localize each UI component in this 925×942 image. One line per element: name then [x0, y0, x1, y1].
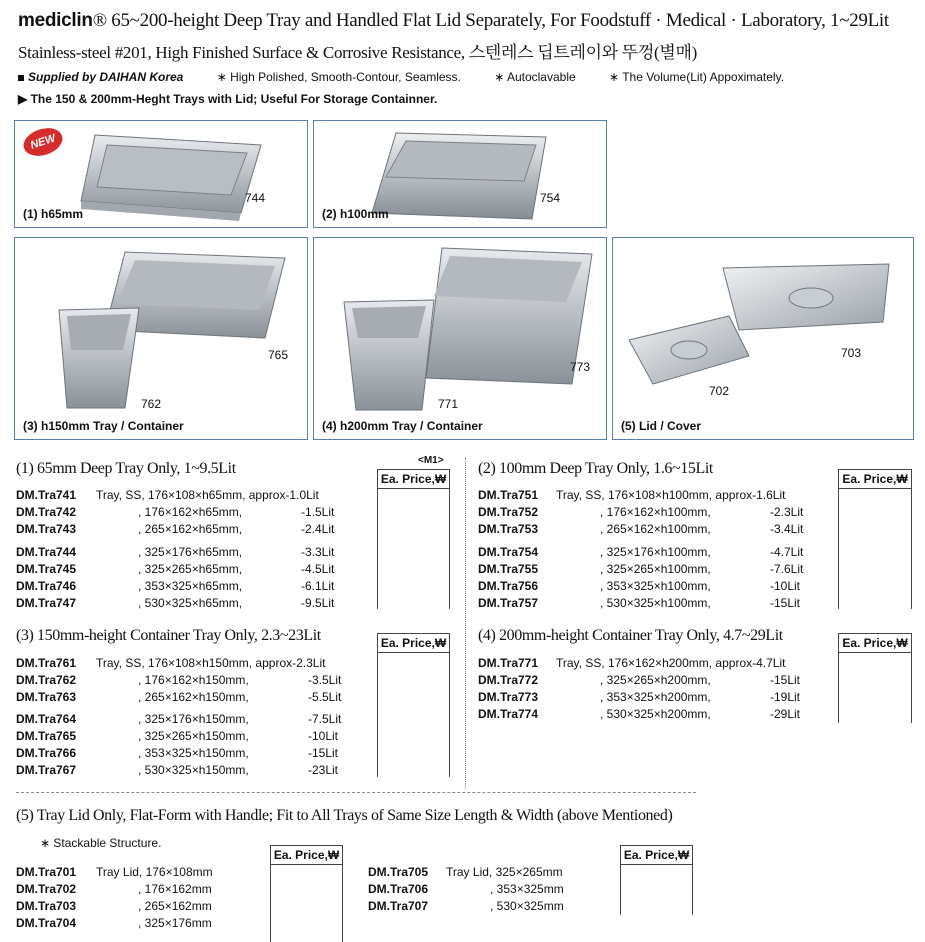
photo-caption: (5) Lid / Cover	[621, 419, 702, 433]
product-description: , 176×162×h100mm,	[600, 505, 711, 519]
column-divider	[465, 458, 466, 788]
section-heading-150mm: (3) 150mm-height Container Tray Only, 2.3~23Lit	[16, 627, 321, 644]
product-row	[16, 689, 376, 705]
product-description: , 325×265×h65mm,	[138, 562, 243, 576]
photo-caption: (3) h150mm Tray / Container	[23, 419, 184, 433]
price-header: Ea. Price,₩	[838, 469, 912, 489]
product-description: , 265×162×h100mm,	[600, 522, 711, 536]
product-description: , 325×176×h100mm,	[600, 545, 711, 559]
product-row	[16, 504, 376, 520]
feature-note: ∗ High Polished, Smooth-Contour, Seamless.	[216, 70, 461, 84]
product-description: Tray, SS, 176×108×h65mm, approx-1.0Lit	[96, 488, 319, 502]
product-description: , 176×162mm	[138, 882, 212, 896]
product-row	[478, 706, 838, 722]
product-volume: -10Lit	[308, 729, 339, 743]
product-code: DM.Tra751	[478, 488, 539, 502]
product-row	[16, 728, 376, 744]
product-row	[16, 521, 376, 537]
price-column	[838, 489, 912, 609]
product-description: , 176×162×h150mm,	[138, 673, 249, 687]
product-description: , 353×325mm	[490, 882, 564, 896]
product-description: , 325×265×h200mm,	[600, 673, 711, 687]
item-code-label: 703	[841, 346, 862, 360]
product-volume: -15Lit	[308, 746, 339, 760]
price-column	[838, 653, 912, 723]
photo-tray-h100	[313, 120, 607, 228]
product-code: DM.Tra746	[16, 579, 77, 593]
item-code-label: 773	[570, 360, 591, 374]
product-code: DM.Tra752	[478, 505, 539, 519]
page-subtitle: Stainless-steel #201, High Finished Surface & Corrosive Resistance, 스텐레스 딥트레이와 뚜껑(별매)	[18, 43, 698, 62]
photo-lid-cover	[612, 237, 914, 440]
product-code: DM.Tra753	[478, 522, 539, 536]
price-header: Ea. Price,₩	[620, 845, 693, 865]
product-description: Tray Lid, 325×265mm	[446, 865, 563, 879]
product-code: DM.Tra707	[368, 899, 429, 913]
title-text: ® 65~200-height Deep Tray and Handled Flat Lid Separately, For Foodstuff · Medical · Laboratory, 1~29Lit	[92, 10, 889, 31]
product-code: DM.Tra764	[16, 712, 77, 726]
product-code: DM.Tra706	[368, 882, 429, 896]
product-description: , 530×325×h65mm,	[138, 596, 243, 610]
product-description: Tray, SS, 176×108×h100mm, approx-1.6Lit	[556, 488, 786, 502]
product-description: , 530×325×h200mm,	[600, 707, 711, 721]
price-header: Ea. Price,₩	[270, 845, 343, 865]
product-row	[16, 881, 376, 897]
product-description: , 325×176×h150mm,	[138, 712, 249, 726]
price-header: Ea. Price,₩	[377, 633, 450, 653]
item-code-label: 754	[540, 191, 561, 205]
product-code: DM.Tra757	[478, 596, 539, 610]
product-row	[16, 915, 376, 931]
product-code: DM.Tra762	[16, 673, 77, 687]
section-divider	[16, 792, 696, 793]
price-header: Ea. Price,₩	[838, 633, 912, 653]
product-volume: -29Lit	[770, 707, 801, 721]
product-volume: -4.7Lit	[770, 545, 804, 559]
product-row	[368, 864, 728, 880]
product-volume: -10Lit	[770, 579, 801, 593]
product-row	[478, 561, 838, 577]
section-heading-100mm: (2) 100mm Deep Tray Only, 1.6~15Lit	[478, 460, 713, 477]
photo-container-h200	[313, 237, 607, 440]
price-column	[377, 489, 450, 609]
product-volume: -4.5Lit	[301, 562, 335, 576]
product-row	[16, 672, 376, 688]
product-volume: -15Lit	[770, 673, 801, 687]
product-code: DM.Tra767	[16, 763, 77, 777]
product-description: , 325×176×h65mm,	[138, 545, 243, 559]
product-code: DM.Tra741	[16, 488, 77, 502]
product-volume: -7.5Lit	[308, 712, 342, 726]
product-description: , 265×162×h150mm,	[138, 690, 249, 704]
section-heading-200mm: (4) 200mm-height Container Tray Only, 4.7~29Lit	[478, 627, 783, 644]
product-code: DM.Tra755	[478, 562, 539, 576]
product-description: , 353×325×h150mm,	[138, 746, 249, 760]
product-row	[478, 521, 838, 537]
product-description: , 325×265×h100mm,	[600, 562, 711, 576]
container-image	[15, 238, 309, 441]
product-description: , 325×176mm	[138, 916, 212, 930]
product-code: DM.Tra766	[16, 746, 77, 760]
photo-container-h150	[14, 237, 308, 440]
section-heading-65mm: (1) 65mm Deep Tray Only, 1~9.5Lit	[16, 460, 236, 477]
product-row	[478, 655, 838, 671]
product-row	[478, 689, 838, 705]
stackable-note: ∗ Stackable Structure.	[40, 836, 162, 850]
item-code-label: 744	[245, 191, 266, 205]
product-row	[16, 595, 376, 611]
product-code: DM.Tra773	[478, 690, 539, 704]
price-column	[377, 653, 450, 777]
photo-tray-h65	[14, 120, 308, 228]
product-code: DM.Tra745	[16, 562, 77, 576]
price-header: Ea. Price,₩	[377, 469, 450, 489]
product-code: DM.Tra744	[16, 545, 77, 559]
product-volume: -15Lit	[770, 596, 801, 610]
product-row	[16, 711, 376, 727]
product-description: , 265×162×h65mm,	[138, 522, 243, 536]
product-row	[16, 655, 376, 671]
product-description: , 325×265×h150mm,	[138, 729, 249, 743]
product-row	[478, 487, 838, 503]
product-volume: -5.5Lit	[308, 690, 342, 704]
square-bullet-icon	[18, 75, 24, 81]
product-code: DM.Tra754	[478, 545, 539, 559]
photo-caption: (4) h200mm Tray / Container	[322, 419, 483, 433]
product-code: DM.Tra743	[16, 522, 77, 536]
supplier-note: Supplied by DAIHAN Korea	[28, 70, 184, 84]
feature-notes	[18, 70, 814, 84]
product-description: , 265×162mm	[138, 899, 212, 913]
item-code-label: 702	[709, 384, 730, 398]
product-description: , 353×325×h200mm,	[600, 690, 711, 704]
photo-caption: (2) h100mm	[322, 207, 389, 221]
feature-note: ∗ The Volume(Lit) Appoximately.	[609, 70, 785, 84]
product-description: Tray, SS, 176×108×h150mm, approx-2.3Lit	[96, 656, 326, 670]
product-description: , 176×162×h65mm,	[138, 505, 243, 519]
item-code-label: 765	[268, 348, 289, 362]
m1-marker: <M1>	[418, 455, 444, 466]
product-description: , 353×325×h65mm,	[138, 579, 243, 593]
product-row	[478, 544, 838, 560]
product-row	[16, 544, 376, 560]
photo-caption: (1) h65mm	[23, 207, 84, 221]
item-code-label: 771	[438, 397, 459, 411]
section-heading-lid: (5) Tray Lid Only, Flat-Form with Handle; Fit to All Trays of Same Size Length & Width (above Mentioned)	[16, 807, 673, 824]
product-volume: -2.4Lit	[301, 522, 335, 536]
lid-image	[613, 238, 915, 441]
product-code: DM.Tra701	[16, 865, 77, 879]
product-description: Tray, SS, 176×162×h200mm, approx-4.7Lit	[556, 656, 786, 670]
product-volume: -3.4Lit	[770, 522, 804, 536]
product-row	[478, 672, 838, 688]
product-row	[368, 881, 728, 897]
product-code: DM.Tra774	[478, 707, 539, 721]
product-code: DM.Tra771	[478, 656, 539, 670]
product-description: , 353×325×h100mm,	[600, 579, 711, 593]
storage-note: ▶ The 150 & 200mm-Heght Trays with Lid; Useful For Storage Containner.	[18, 92, 438, 106]
product-row	[16, 578, 376, 594]
product-code: DM.Tra702	[16, 882, 77, 896]
product-code: DM.Tra772	[478, 673, 539, 687]
product-row	[16, 745, 376, 761]
product-description: , 530×325×h100mm,	[600, 596, 711, 610]
product-code: DM.Tra705	[368, 865, 429, 879]
container-image	[314, 238, 608, 441]
page-title	[18, 10, 889, 32]
product-row	[368, 898, 728, 914]
product-code: DM.Tra742	[16, 505, 77, 519]
product-code: DM.Tra703	[16, 899, 77, 913]
product-code: DM.Tra765	[16, 729, 77, 743]
product-volume: -6.1Lit	[301, 579, 335, 593]
product-code: DM.Tra756	[478, 579, 539, 593]
product-code: DM.Tra747	[16, 596, 77, 610]
brand-name: mediclin	[18, 10, 93, 31]
product-row	[16, 762, 376, 778]
feature-note: ∗ Autoclavable	[494, 70, 576, 84]
new-badge: NEW	[20, 123, 66, 160]
product-volume: -7.6Lit	[770, 562, 804, 576]
product-code: DM.Tra704	[16, 916, 77, 930]
product-description: , 530×325×h150mm,	[138, 763, 249, 777]
product-volume: -1.5Lit	[301, 505, 335, 519]
product-volume: -2.3Lit	[770, 505, 804, 519]
product-volume: -3.3Lit	[301, 545, 335, 559]
product-row	[16, 487, 376, 503]
product-code: DM.Tra763	[16, 690, 77, 704]
product-row	[16, 561, 376, 577]
product-description: , 530×325mm	[490, 899, 564, 913]
product-row	[16, 898, 376, 914]
product-volume: -9.5Lit	[301, 596, 335, 610]
product-row	[478, 504, 838, 520]
item-code-label: 762	[141, 397, 162, 411]
product-row	[16, 864, 376, 880]
product-code: DM.Tra761	[16, 656, 77, 670]
product-description: Tray Lid, 176×108mm	[96, 865, 213, 879]
product-row	[478, 578, 838, 594]
product-row	[478, 595, 838, 611]
product-volume: -19Lit	[770, 690, 801, 704]
product-volume: -3.5Lit	[308, 673, 342, 687]
product-volume: -23Lit	[308, 763, 339, 777]
